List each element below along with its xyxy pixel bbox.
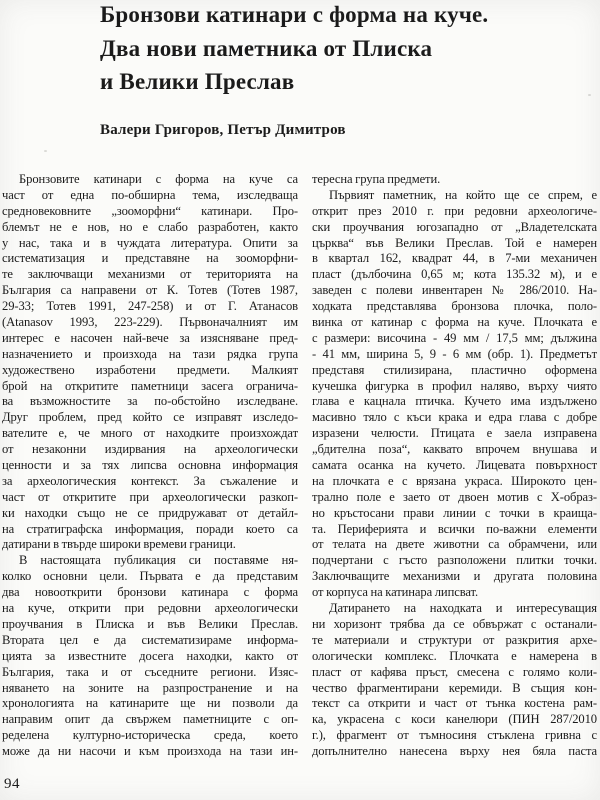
text-line: България са направени от К. Тотев (Тотев 1987, (2, 283, 298, 298)
text-line: проучвания в Плиска и във Велики Преслав. (2, 616, 298, 631)
text-line: може да ни насочи и към произхода на тази ин- (2, 744, 298, 759)
text-line: - 41 мм, ширина 5, 9 - 6 мм (обр. 1). Предметът (312, 346, 597, 361)
article-title (100, 0, 592, 99)
text-line: изразени челюсти. Птицата е заела изправена (312, 426, 597, 441)
text-line: Датирането на находката и интересуващия (329, 601, 597, 616)
text-line: 29-33; Тотев 1991, 247-258) и от Г. Атанасов (2, 299, 298, 314)
text-line: самата осанка на кучето. Лицевата повърхност (312, 458, 597, 473)
text-line: България, така и от съседните региони. Изяс- (2, 664, 298, 679)
text-line: в квартал 162, квадрат 44, в 7-ми механичен (312, 251, 597, 266)
text-line: на стратиграфска информация, поради което са (2, 521, 298, 536)
authors-line: Валери Григоров, Петър Димитров (100, 122, 346, 138)
text-line: подчертани с гъсто разположени плитки точки. (312, 553, 597, 568)
text-line: ходката представлява бронзова плочка, поло- (312, 299, 597, 314)
article-title-line: Бронзови катинари с форма на куче. (100, 2, 489, 27)
text-line: ни хоризонт трябва да се обвържат с останали- (312, 616, 597, 631)
text-line: заведен с полеви инвентарен № 286/2010. На- (312, 283, 597, 298)
text-line: допълнително нанесена върху нея бяла паста (312, 744, 597, 759)
text-line: чество фрагментирани керемиди. В същия кон- (312, 680, 597, 695)
text-line: глава е кацнала птичка. Кучето има издължено (312, 394, 597, 409)
text-line: трално поле е заето от двоен мотив с Х-образ- (312, 489, 597, 504)
article-title-line: и Велики Преслав (100, 69, 295, 94)
text-line: от телата на двете животни са обрамчени, или (312, 537, 597, 552)
text-line: ределена културно-историческа среда, което (2, 728, 298, 743)
text-line: пласт (дълбочина 0,65 м; кота 135.32 м), и е (312, 267, 597, 282)
text-line: част от откритите при археологически разкоп- (2, 489, 298, 504)
text-line: направим опит да свържем паметниците с оп- (2, 712, 298, 727)
paragraph (312, 601, 597, 760)
text-line: цията за известните досега находки, както от (2, 648, 298, 663)
text-line: два новооткрити бронзови катинара с форма (2, 585, 298, 600)
text-line: пласт от кафява пръст, смесена с голямо коли- (312, 664, 597, 679)
body-column-right (312, 172, 597, 760)
text-line: интерес е насочен най-вече за изясняване пред- (2, 330, 298, 345)
text-line: вателите е, че много от находките произхождат (2, 426, 298, 441)
text-line: Втората цел е да систематизираме информа- (2, 632, 298, 647)
text-line: част от една по-обширна тема, изследваща (2, 187, 298, 202)
text-line: с размери: височина - 49 мм / 17,5 мм; дължина (312, 330, 597, 345)
text-line: ки находки също не се придружават от детайл- (2, 505, 298, 520)
text-line: г.), фрагмент от тъмносиня стъклена гривна с (312, 728, 597, 743)
text-line: открит през 2010 г. при редовни археологиче- (312, 203, 597, 218)
text-line: на плочката е с врязана украса. Широкото цен- (312, 473, 597, 488)
body-column-left (2, 172, 298, 760)
text-line: от корпуса на катинара липсват. (312, 585, 479, 600)
text-line: Заключващите механизми и другата половина (312, 569, 597, 584)
text-line: ски проучвания югозападно от „Владетелската (312, 219, 597, 234)
text-line: „бдителна поза“, каквато впрочем внушава и (312, 442, 597, 457)
text-line: от незаконни издирвания на археологически (2, 442, 298, 457)
text-line: но кръстосани прави линии с точки в краища- (312, 505, 597, 520)
text-line: Бронзовите катинари с форма на куче са (19, 172, 298, 186)
text-line: представя стилизирана, пластично оформена (312, 362, 597, 377)
text-line: Друг проблем, пред който се изправят изследо- (2, 410, 298, 425)
text-line: ва възможностите за по-обстойно изследване. (2, 394, 298, 409)
paragraph (2, 172, 298, 553)
paragraph (2, 553, 298, 760)
text-line: те материали и структури от разкрития архе- (312, 632, 597, 647)
text-line: назначението и произхода на тази рядка група (2, 346, 298, 361)
text-line: масивно тяло с къси крака и едра глава с добре (312, 410, 597, 425)
text-line: винка от катинар с форма на куче. Плочката е (312, 315, 597, 330)
text-line: ологически комплекс. Плочката е намерена в (312, 648, 597, 663)
text-line: колко основни цели. Първата е да представим (2, 569, 298, 584)
text-line: блемът не е нов, но е слабо разработен, както (2, 219, 298, 234)
article-body (2, 172, 597, 760)
text-line: ка, украсена с коси канелюри (ПИН 287/2010 (312, 712, 597, 727)
paragraph (312, 172, 597, 188)
scan-speck (30, 690, 32, 692)
page-number: 94 (4, 776, 20, 792)
text-line: за археологическия контекст. За съжаление и (2, 473, 298, 488)
text-line: В настоящата публикация си поставяме ня- (19, 553, 298, 568)
text-line: у нас, така и в чуждата литература. Опити за (2, 235, 298, 250)
text-line: средновековните „зооморфни“ катинари. Про- (2, 203, 298, 218)
text-line: (Atanasov 1993, 223-229). Първоначалният им (2, 315, 298, 330)
text-line: ценности и за тях липсва основна информация (2, 458, 298, 473)
text-line: те заключващи механизми от територията на (2, 267, 298, 282)
scan-speck (588, 94, 591, 96)
scan-speck (44, 150, 47, 152)
text-line: датирани в твърде широки времеви граници. (2, 537, 236, 552)
text-line: църква“ във Велики Преслав. Той е намерен (312, 235, 597, 250)
text-line: Първият паметник, на който ще се спрем, е (329, 187, 597, 202)
text-line: брой на откритите паметници засега огранича- (2, 378, 298, 393)
text-line: тересна група предмети. (312, 172, 441, 186)
paragraph (312, 188, 597, 601)
text-line: систематизация и представяне на зооморфни- (2, 251, 298, 266)
text-line: кучешка фигурка в профил наляво, върху чиято (312, 378, 597, 393)
article-title-line: Два нови паметника от Плиска (100, 35, 433, 61)
text-line: няването на зоните на разпространение и на (2, 680, 298, 695)
text-line: текст са открити и част от тънка костена рам- (312, 696, 597, 711)
text-line: хронологията на катинарите ще ни позволи да (2, 696, 298, 711)
text-line: на куче, открити при редовни археологически (2, 601, 298, 616)
text-line: художествено изработени предмети. Малкият (2, 362, 298, 377)
text-line: та. Периферията и всички по-важни елементи (312, 521, 597, 536)
